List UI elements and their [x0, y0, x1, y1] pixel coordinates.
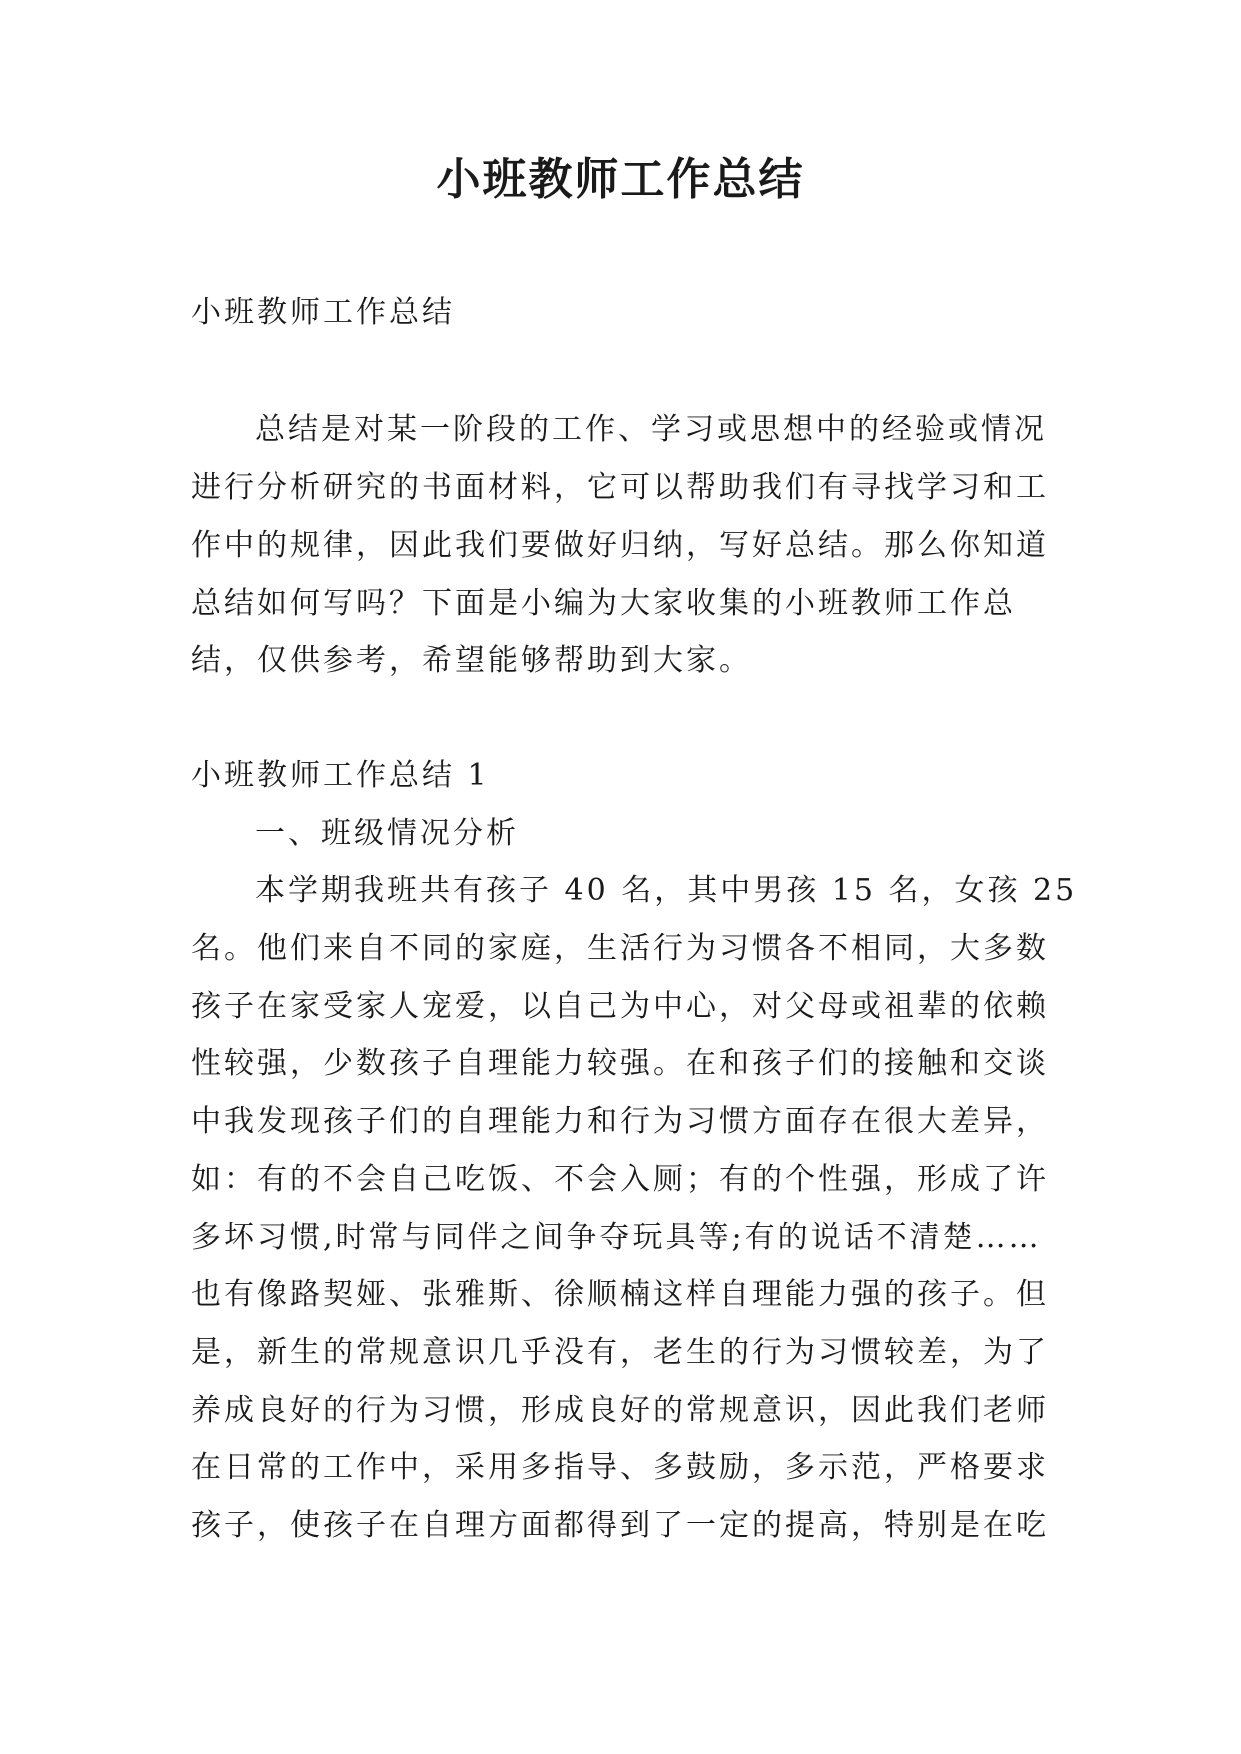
- intro-line: 进行分析研究的书面材料，它可以帮助我们有寻找学习和工: [191, 470, 1049, 505]
- document-title: 小班教师工作总结: [436, 154, 805, 205]
- body-line: 在日常的工作中，采用多指导、多鼓励，多示范，严格要求: [191, 1450, 1049, 1485]
- body-line: 是，新生的常规意识几乎没有，老生的行为习惯较差，为了: [191, 1335, 1049, 1370]
- body-line: 如：有的不会自己吃饭、不会入厕；有的个性强，形成了许: [191, 1162, 1049, 1197]
- body-line: 多坏习惯,时常与同伴之间争夺玩具等;有的说话不清楚……: [191, 1220, 1042, 1255]
- body-line: 孩子在家受家人宠爱，以自己为中心，对父母或祖辈的依赖: [191, 989, 1049, 1024]
- body-line: 孩子，使孩子在自理方面都得到了一定的提高，特别是在吃: [191, 1508, 1049, 1543]
- body-line: 名。他们来自不同的家庭，生活行为习惯各不相同，大多数: [191, 931, 1049, 966]
- intro-line: 总结如何写吗？下面是小编为大家收集的小班教师工作总: [191, 586, 1016, 621]
- body-line: 也有像路契娅、张雅斯、徐顺楠这样自理能力强的孩子。但: [191, 1277, 1049, 1312]
- section-title: 小班教师工作总结 1: [191, 758, 490, 793]
- body-line: 性较强，少数孩子自理能力较强。在和孩子们的接触和交谈: [191, 1046, 1049, 1081]
- body-line: 中我发现孩子们的自理能力和行为习惯方面存在很大差异，: [191, 1104, 1049, 1139]
- document-subtitle: 小班教师工作总结: [191, 295, 455, 330]
- body-line: 本学期我班共有孩子 40 名，其中男孩 15 名，女孩 25: [255, 873, 1078, 908]
- intro-line: 总结是对某一阶段的工作、学习或思想中的经验或情况: [255, 412, 1047, 447]
- intro-line: 作中的规律，因此我们要做好归纳，写好总结。那么你知道: [191, 528, 1049, 563]
- section-heading: 一、班级情况分析: [255, 816, 519, 851]
- body-line: 养成良好的行为习惯，形成良好的常规意识，因此我们老师: [191, 1393, 1049, 1428]
- intro-line: 结，仅供参考，希望能够帮助到大家。: [191, 643, 752, 678]
